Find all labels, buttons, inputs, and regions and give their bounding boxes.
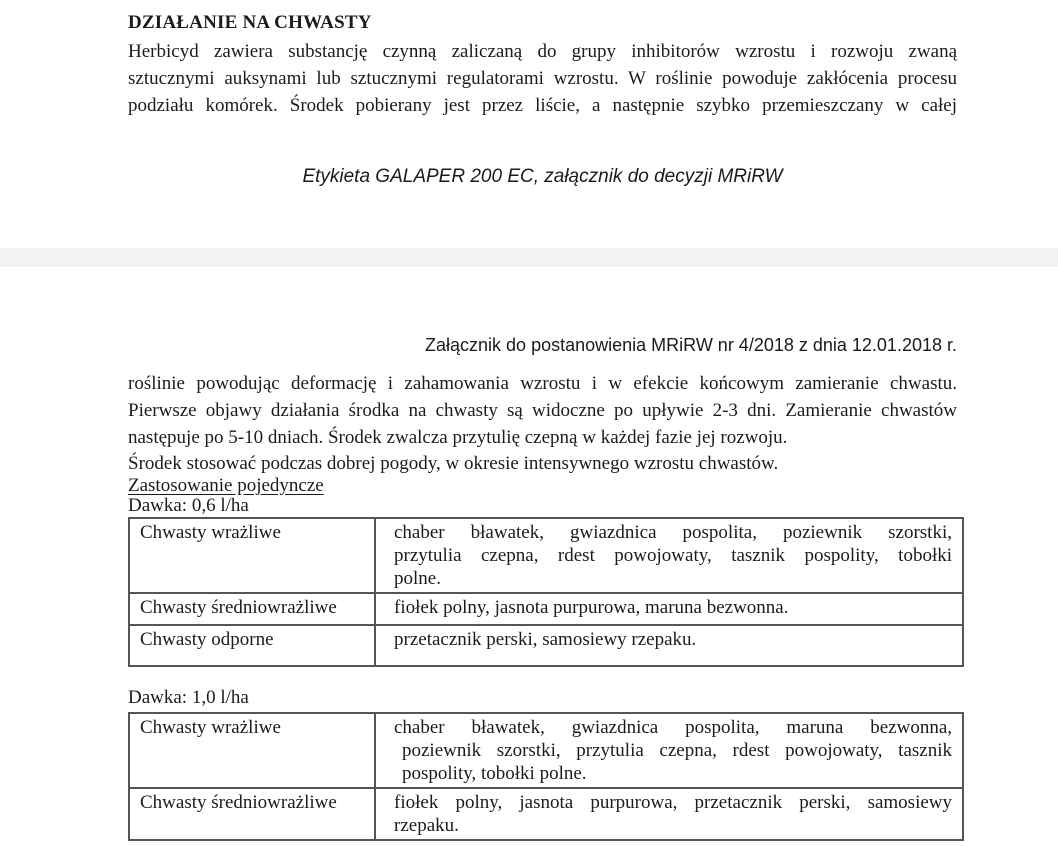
body-paragraph [128, 370, 957, 451]
table-row [129, 625, 963, 666]
doc-heading: DZIAŁANIE NA CHWASTY [128, 12, 372, 33]
weed-list-line: przytulia czepna, rdest powojowaty, tasznik pospolity, tobołki [394, 545, 952, 566]
table-row [129, 593, 963, 625]
row-value-cell [375, 593, 963, 625]
row-label-cell [129, 713, 375, 788]
weed-list-line: poziewnik szorstki, przytulia czepna, rdest powojowaty, tasznik [402, 740, 952, 761]
weed-category-label: Chwasty średniowrażliwe [140, 792, 337, 813]
table-row [129, 713, 963, 788]
row-value-cell [375, 625, 963, 666]
paragraph-line: podziału komórek. Środek pobierany jest przez liście, a następnie szybko przemieszczany w całej [128, 95, 957, 116]
weed-list-line: rzepaku. [394, 815, 459, 836]
dose-label-1: Dawka: 0,6 l/ha [128, 495, 249, 516]
intro-paragraph [128, 38, 957, 119]
usage-note-paragraph: Środek stosować podczas dobrej pogody, w okresie intensywnego wzrostu chwastów. [128, 453, 779, 474]
row-label-cell [129, 788, 375, 840]
weed-category-label: Chwasty odporne [140, 629, 274, 650]
table-row [129, 518, 963, 593]
weed-category-label: Chwasty wrażliwe [140, 717, 281, 738]
row-value-cell [375, 713, 963, 788]
row-value-cell [375, 518, 963, 593]
row-label-cell [129, 625, 375, 666]
row-value-cell [375, 788, 963, 840]
page1-footer-note: Etykieta GALAPER 200 EC, załącznik do decyzji MRiRW [302, 166, 783, 187]
dose-label-2: Dawka: 1,0 l/ha [128, 687, 249, 708]
paragraph-line: roślinie powodując deformację i zahamowania wzrostu i w efekcie końcowym zamieranie chwastu. [128, 373, 957, 394]
paragraph-line: następuje po 5-10 dniach. Środek zwalcza przytulię czepną w każdej fazie jej rozwoju. [128, 427, 788, 448]
weeds-table-dose-1-0 [128, 712, 964, 841]
weeds-table-dose-0-6 [128, 517, 964, 667]
paragraph-line: Herbicyd zawiera substancję czynną zaliczaną do grupy inhibitorów wzrostu i rozwoju zwaną [128, 41, 957, 62]
weed-list-line: chaber bławatek, gwiazdnica pospolita, maruna bezwonna, [394, 717, 952, 738]
row-label-cell [129, 593, 375, 625]
weed-list-line: przetacznik perski, samosiewy rzepaku. [394, 629, 697, 650]
table-row [129, 788, 963, 840]
paragraph-line: Pierwsze objawy działania środka na chwasty są widoczne po upływie 2-3 dni. Zamieranie chwastów [128, 400, 957, 421]
weed-list-line: pospolity, tobołki polne. [402, 763, 587, 784]
weed-list-line: fiołek polny, jasnota purpurowa, przetacznik perski, samosiewy [394, 792, 952, 813]
weed-category-label: Chwasty wrażliwe [140, 522, 281, 543]
paragraph-line: sztucznymi auksynami lub sztucznymi regulatorami wzrostu. W roślinie powoduje zakłócenia procesu [128, 68, 957, 89]
row-label-cell [129, 518, 375, 593]
page2-header-note: Załącznik do postanowienia MRiRW nr 4/2018 z dnia 12.01.2018 r. [425, 335, 957, 355]
page-separator [0, 248, 1058, 267]
weed-list-line: polne. [394, 568, 441, 589]
weed-category-label: Chwasty średniowrażliwe [140, 597, 337, 618]
weed-list-line: fiołek polny, jasnota purpurowa, maruna bezwonna. [394, 597, 789, 618]
weed-list-line: chaber bławatek, gwiazdnica pospolita, poziewnik szorstki, [394, 522, 952, 543]
section-title: Zastosowanie pojedyncze [128, 475, 324, 496]
